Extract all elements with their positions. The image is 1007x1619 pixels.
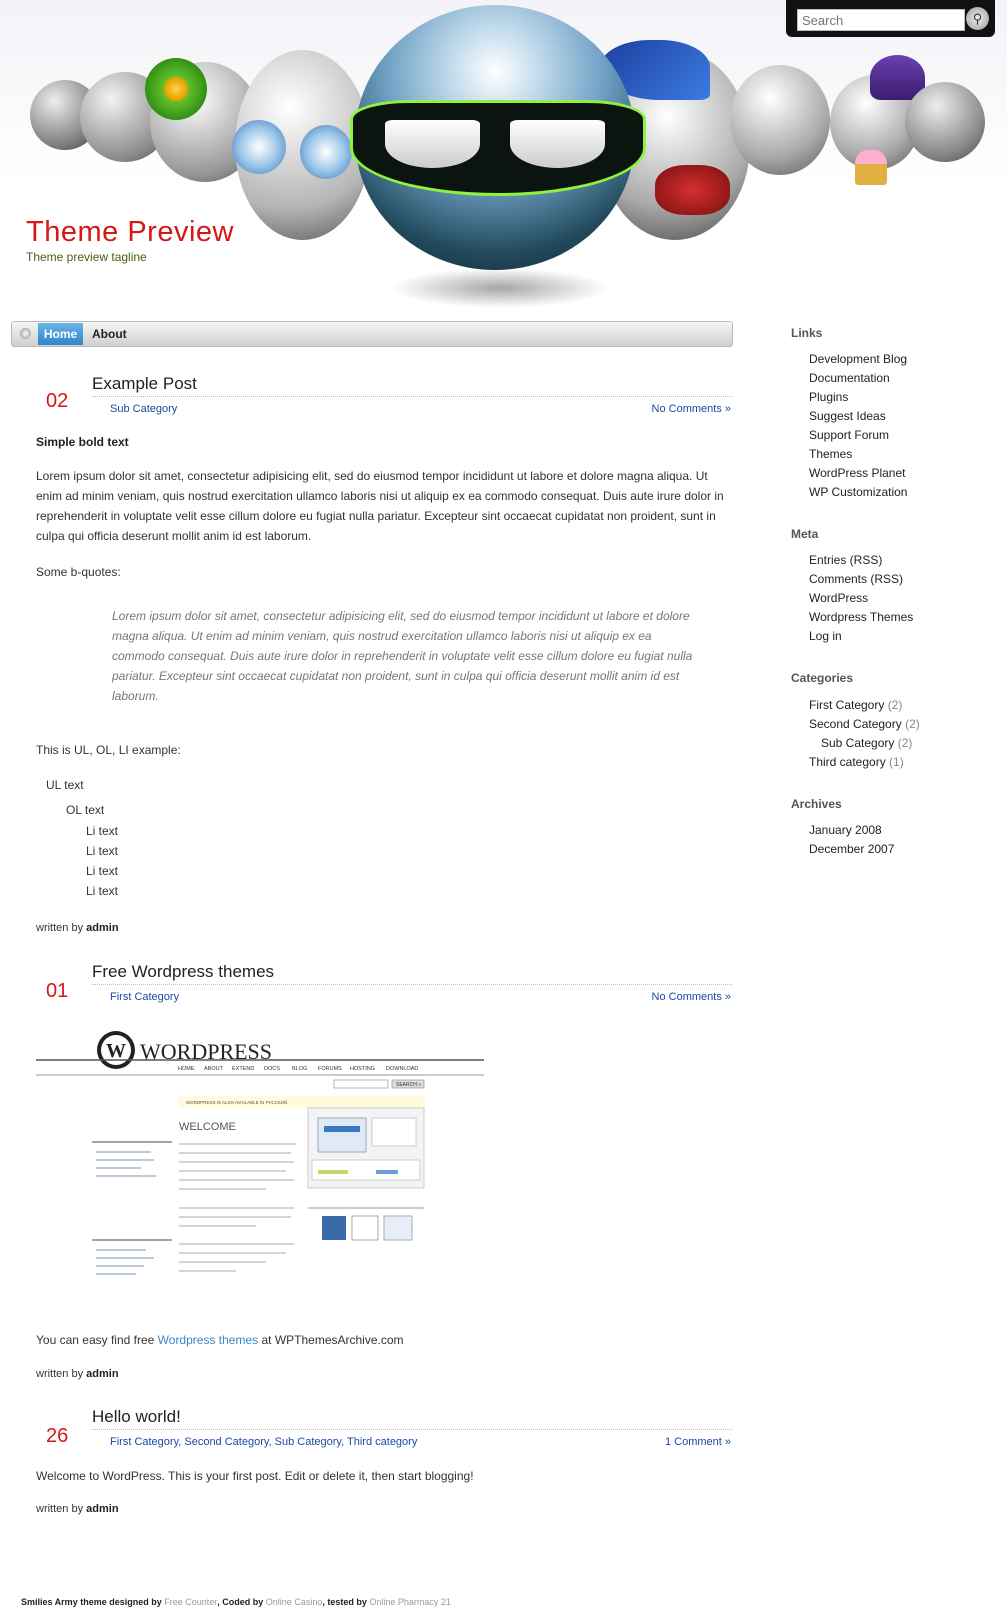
smiley-cowboy-image bbox=[905, 82, 985, 162]
post-separator bbox=[92, 396, 732, 397]
post-title[interactable]: Free Wordpress themes bbox=[92, 962, 275, 981]
cupcake-decoration bbox=[855, 150, 887, 185]
post-author: written by admin bbox=[36, 922, 119, 934]
post-author: written by admin bbox=[36, 1503, 119, 1515]
sky-lens-right bbox=[300, 125, 352, 179]
svg-text:FORUMS: FORUMS bbox=[318, 1066, 342, 1072]
post-category-link[interactable]: Sub Category bbox=[110, 403, 178, 415]
svg-text:W: W bbox=[106, 1040, 126, 1062]
sidebar-links-heading: Links bbox=[791, 326, 823, 340]
bold-text: Simple bold text bbox=[36, 435, 129, 449]
sidebar-link[interactable]: Themes bbox=[809, 447, 853, 461]
svg-text:DOCS: DOCS bbox=[264, 1066, 280, 1072]
svg-text:HOME: HOME bbox=[178, 1066, 195, 1072]
sidebar-category[interactable]: Second Category (2) bbox=[809, 717, 920, 731]
post-title[interactable]: Hello world! bbox=[92, 1407, 181, 1426]
ul-item: UL text bbox=[46, 778, 84, 792]
svg-text:WORDPRESS IS ALSO AVAILABLE IN: WORDPRESS IS ALSO AVAILABLE IN PУССКИЙ. bbox=[186, 1100, 289, 1105]
li-item: Li text bbox=[86, 864, 119, 878]
svg-text:SEARCH »: SEARCH » bbox=[396, 1082, 422, 1088]
post-comments-link[interactable]: 1 Comment » bbox=[664, 1436, 731, 1448]
sidebar-link[interactable]: WordPress Planet bbox=[809, 466, 906, 480]
sidebar-meta-heading: Meta bbox=[791, 527, 819, 541]
svg-text:BLOG: BLOG bbox=[292, 1066, 308, 1072]
nav-bullet-icon bbox=[20, 328, 31, 339]
search-input[interactable] bbox=[797, 9, 965, 31]
post-paragraph: Lorem ipsum dolor sit amet, consectetur adipisicing elit, sed do eiusmod tempor incididunt ut labore et dolore magna aliqua. Ut enim ad minim veniam, quis nostrud exercitation ullamco laboris nisi ut aliquip ex ea commodo consequat. Duis aute irure dolor in reprehenderit in voluptate velit esse cillum dolore eu fugiat nulla pariatur. Excepteur sint occaecat cupidatat non proident, sunt in culpa qui officia deserunt mollit anim id est laborum. bbox=[36, 469, 724, 543]
post-author: written by admin bbox=[36, 1368, 119, 1380]
sidebar-category[interactable]: First Category (2) bbox=[809, 698, 903, 712]
post-category-link[interactable]: First Category bbox=[110, 991, 180, 1003]
main-nav bbox=[11, 321, 733, 347]
sky-lens-left bbox=[232, 120, 286, 174]
smiley-lashes-image bbox=[730, 65, 830, 175]
footer-link[interactable]: Online Casino bbox=[265, 1597, 323, 1607]
post-separator bbox=[92, 984, 732, 985]
flower-decoration bbox=[145, 58, 207, 120]
site-header bbox=[0, 0, 1007, 310]
sidebar-link[interactable]: Support Forum bbox=[809, 428, 890, 442]
blockquote: Lorem ipsum dolor sit amet, consectetur adipisicing elit, sed do eiusmod tempor incididunt ut labore et dolore magna aliqua. Ut enim ad minim veniam, quis nostrud exercitation ullamco laboris nisi ut aliquip ex ea commodo consequat. Duis aute irure dolor in reprehenderit in voluptate velit esse cillum dolore eu fugiat nulla pariatur. Excepteur sint occaecat cupidatat non proident, sunt in culpa qui officia deserunt mollit anim id est laborum. bbox=[112, 609, 693, 703]
post-paragraph: Welcome to WordPress. This is your first post. Edit or delete it, then start blogging! bbox=[36, 1469, 474, 1483]
post-comments-link[interactable]: No Comments » bbox=[651, 403, 731, 415]
list-label: This is UL, OL, LI example: bbox=[36, 743, 181, 757]
sidebar-meta-link[interactable]: WordPress bbox=[809, 591, 869, 605]
footer-link[interactable]: Online Pharmacy 21 bbox=[369, 1597, 451, 1607]
li-item: Li text bbox=[86, 884, 119, 898]
author-link[interactable]: admin bbox=[86, 1503, 119, 1515]
sidebar-archive-link[interactable]: January 2008 bbox=[809, 823, 882, 837]
author-link[interactable]: admin bbox=[86, 922, 119, 934]
sidebar-link[interactable]: Development Blog bbox=[809, 352, 908, 366]
wordpress-themes-link[interactable]: Wordpress themes bbox=[157, 1333, 259, 1347]
sidebar-archives-heading: Archives bbox=[791, 797, 842, 811]
wordpress-screenshot-image bbox=[36, 1022, 484, 1302]
sidebar-category[interactable]: Sub Category (2) bbox=[821, 736, 913, 750]
shadow-decoration bbox=[390, 268, 610, 308]
post-paragraph: You can easy find free Wordpress themes at WPThemesArchive.com bbox=[36, 1333, 404, 1347]
smiley-mouth bbox=[655, 165, 730, 215]
sidebar-link[interactable]: Suggest Ideas bbox=[809, 409, 886, 423]
post-category-links[interactable]: First Category, Second Category, Sub Category, Third category bbox=[110, 1436, 418, 1448]
post-date-number: 02 bbox=[46, 390, 69, 412]
footer-link[interactable]: Free Counter bbox=[164, 1597, 218, 1607]
sidebar-link[interactable]: Plugins bbox=[809, 390, 849, 404]
post-date-number: 01 bbox=[46, 980, 69, 1002]
sidebar-meta-link[interactable]: Comments (RSS) bbox=[809, 572, 904, 586]
post-date-number: 26 bbox=[46, 1425, 69, 1447]
svg-text:EXTEND: EXTEND bbox=[232, 1066, 255, 1072]
mask-eye-left bbox=[385, 120, 480, 168]
svg-text:ABOUT: ABOUT bbox=[204, 1066, 223, 1072]
sidebar-meta-link[interactable]: Wordpress Themes bbox=[809, 610, 914, 624]
magnifier-icon: ⚲ bbox=[972, 10, 983, 26]
sidebar-category[interactable]: Third category (1) bbox=[809, 755, 904, 769]
li-item: Li text bbox=[86, 844, 119, 858]
site-footer: Smilies Army theme designed by Free Counter, Coded by Online Casino, tested by Online Pharmacy 21 bbox=[21, 1597, 451, 1607]
sidebar-categories-heading: Categories bbox=[791, 671, 854, 685]
author-link[interactable]: admin bbox=[86, 1368, 119, 1380]
sidebar-meta-link[interactable]: Log in bbox=[809, 629, 842, 643]
sidebar-meta-link[interactable]: Entries (RSS) bbox=[809, 553, 883, 567]
search-box bbox=[786, 0, 995, 37]
sidebar-archive-link[interactable]: December 2007 bbox=[809, 842, 895, 856]
nav-about-tab[interactable]: About bbox=[92, 327, 127, 341]
ol-item: OL text bbox=[66, 803, 105, 817]
nav-home-tab[interactable]: Home bbox=[38, 323, 83, 345]
li-item: Li text bbox=[86, 824, 119, 838]
search-button[interactable] bbox=[966, 7, 989, 30]
sidebar-link[interactable]: Documentation bbox=[809, 371, 890, 385]
sidebar-link[interactable]: WP Customization bbox=[809, 485, 908, 499]
site-tagline: Theme preview tagline bbox=[26, 250, 147, 264]
post-title[interactable]: Example Post bbox=[92, 374, 197, 393]
bquotes-label: Some b-quotes: bbox=[36, 565, 121, 579]
svg-text:WELCOME: WELCOME bbox=[179, 1121, 236, 1133]
mask-eye-right bbox=[510, 120, 605, 168]
site-title[interactable]: Theme Preview bbox=[26, 216, 234, 248]
wp-logo-text: WORDPRESS bbox=[140, 1039, 273, 1064]
svg-text:DOWNLOAD: DOWNLOAD bbox=[386, 1066, 419, 1072]
svg-text:HOSTING: HOSTING bbox=[350, 1066, 376, 1072]
post-separator bbox=[92, 1429, 732, 1430]
post-comments-link[interactable]: No Comments » bbox=[651, 991, 731, 1003]
